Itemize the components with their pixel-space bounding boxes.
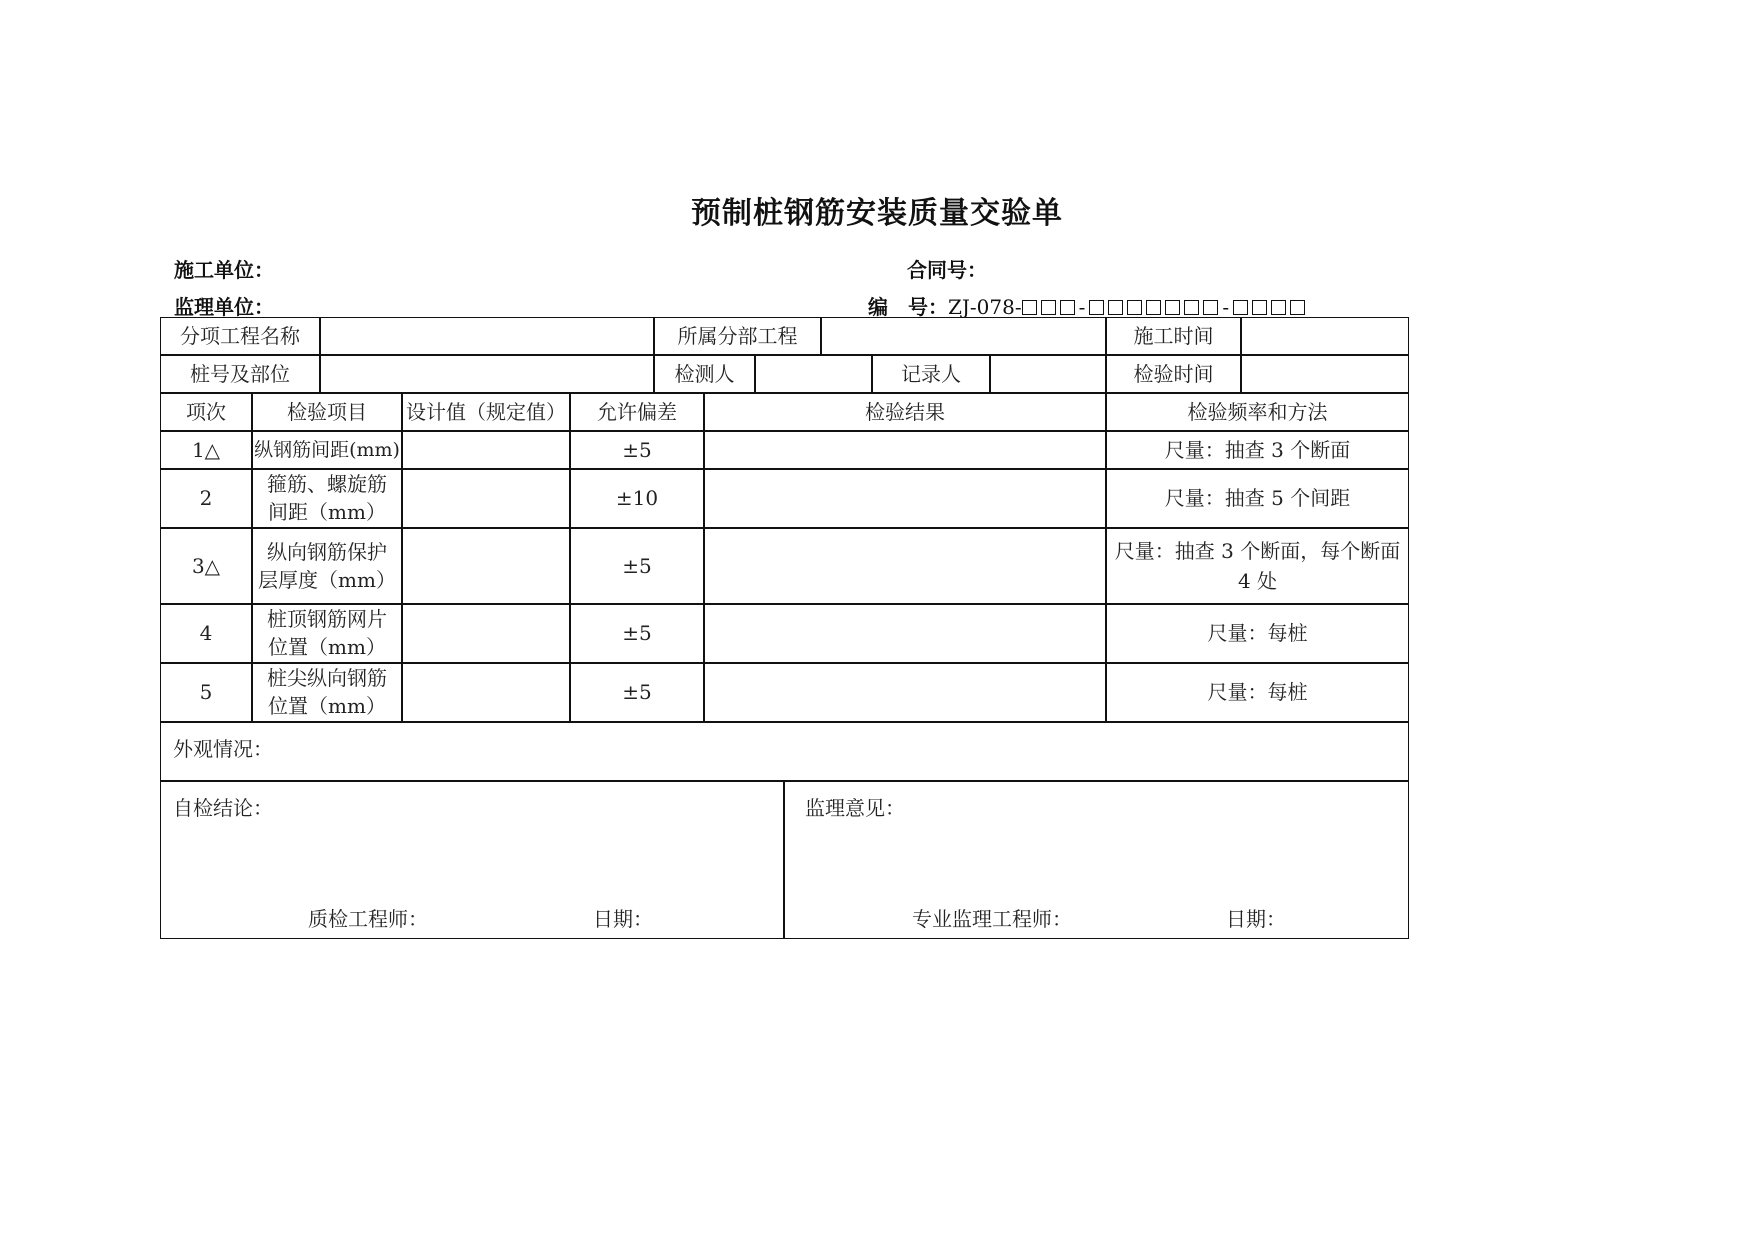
serial-digit-box	[1290, 300, 1305, 315]
row-4-tolerance: ±5	[622, 621, 652, 645]
recorder-label: 记录人	[901, 361, 961, 386]
serial-digit-box	[1271, 300, 1286, 315]
serial-label: 编 号：	[868, 295, 948, 319]
inspection-time-label: 检验时间	[1133, 361, 1214, 386]
column-header-design-value: 设计值（规定值）	[406, 399, 566, 424]
serial-separator: -	[1222, 295, 1230, 319]
serial-prefix: ZJ-078-	[948, 295, 1022, 319]
serial-digit-box	[1203, 300, 1218, 315]
row-5-item-line-1: 桩尖纵向钢筋	[267, 666, 387, 690]
row-5-no: 5	[199, 680, 213, 704]
serial-code	[948, 295, 1309, 319]
row-3-item-line-2: 层厚度（mm）	[258, 567, 396, 592]
self-check-label: 自检结论：	[173, 796, 273, 820]
row-4-item-line-2: 位置（mm）	[268, 635, 386, 659]
serial-digit-box	[1233, 300, 1248, 315]
serial-digit-box	[1060, 300, 1075, 315]
sub-item-name-label: 分项工程名称	[180, 323, 300, 348]
row-5-item-line-2: 位置（mm）	[268, 694, 386, 718]
row-2-item	[252, 469, 402, 527]
row-3-item-line-1: 纵向钢筋保护	[267, 539, 387, 564]
row-2-tolerance: ±10	[615, 486, 659, 510]
inspector-label: 检测人	[674, 361, 735, 386]
row-2-method: 尺量：抽查 5 个间距	[1164, 486, 1351, 510]
row-2-no: 2	[199, 486, 213, 510]
serial-digit-box	[1089, 300, 1104, 315]
row-4-item-line-1: 桩顶钢筋网片	[267, 607, 387, 631]
serial-digit-box	[1022, 300, 1037, 315]
row-5-item	[252, 663, 402, 721]
serial-digit-box	[1127, 300, 1142, 315]
serial-digit-box	[1165, 300, 1180, 315]
supervision-unit-label: 监理单位：	[174, 295, 274, 319]
quality-engineer-label: 质检工程师：	[308, 907, 428, 931]
supervision-opinion-label: 监理意见：	[805, 796, 905, 820]
row-3-tolerance: ±5	[622, 553, 652, 578]
serial-digit-box	[1041, 300, 1056, 315]
column-header-tolerance: 允许偏差	[597, 399, 677, 424]
column-header-no: 项次	[186, 399, 226, 424]
division-label: 所属分部工程	[677, 323, 798, 348]
contract-no-label: 合同号：	[907, 258, 987, 282]
row-3-no: 3△	[191, 553, 221, 578]
supervision-engineer-label: 专业监理工程师：	[912, 907, 1072, 931]
row-2-item-line-1: 箍筋、螺旋筋	[267, 472, 387, 496]
appearance-label: 外观情况：	[173, 737, 273, 761]
row-4-method: 尺量：每桩	[1207, 621, 1308, 645]
column-header-method: 检验频率和方法	[1187, 399, 1328, 424]
self-check-date-label: 日期：	[593, 907, 653, 931]
serial-digit-box	[1146, 300, 1161, 315]
row-1-method: 尺量：抽查 3 个断面	[1164, 437, 1351, 462]
row-5-method: 尺量：每桩	[1207, 680, 1308, 704]
serial-digit-box	[1252, 300, 1267, 315]
serial-digit-box	[1108, 300, 1123, 315]
serial-separator: -	[1078, 295, 1086, 319]
row-4-no: 4	[199, 621, 213, 645]
construction-unit-label: 施工单位：	[174, 258, 274, 282]
table-line	[783, 780, 785, 939]
table-line	[160, 721, 1409, 723]
row-4-item	[252, 604, 402, 662]
serial-digit-box	[1184, 300, 1199, 315]
row-1-tolerance: ±5	[622, 437, 652, 462]
document-title: 预制桩钢筋安装质量交验单	[691, 196, 1063, 231]
row-5-tolerance: ±5	[622, 680, 652, 704]
column-header-item: 检验项目	[287, 399, 367, 424]
construction-time-label: 施工时间	[1133, 323, 1214, 348]
row-3-item	[252, 528, 402, 603]
supervision-date-label: 日期：	[1226, 907, 1286, 931]
row-3-method: 尺量：抽查 3 个断面，每个断面 4 处	[1114, 538, 1401, 593]
pile-location-label: 桩号及部位	[190, 361, 290, 386]
serial-number	[868, 291, 1309, 320]
row-2-item-line-2: 间距（mm）	[268, 500, 386, 524]
table-line	[160, 780, 1409, 782]
column-header-result: 检验结果	[865, 399, 945, 424]
row-1-no: 1△	[191, 437, 221, 462]
row-1-item: 纵钢筋间距(mm)	[254, 438, 400, 461]
